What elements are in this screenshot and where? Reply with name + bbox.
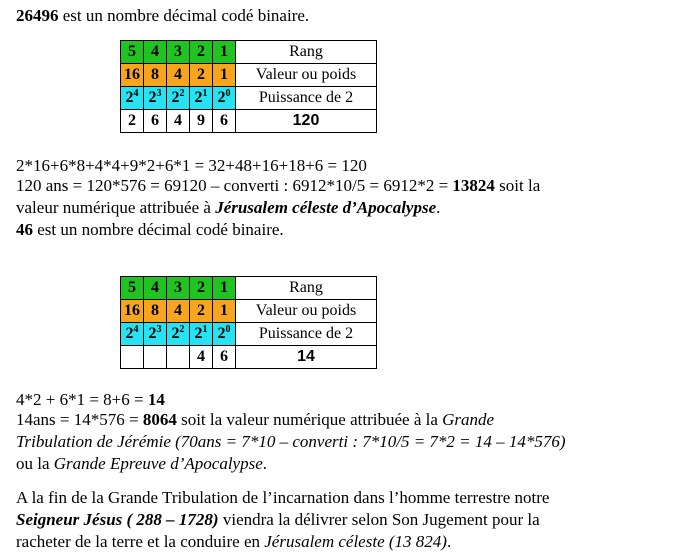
row-poids: [121, 64, 377, 87]
calc-line-4: 4*2 + 6*1 = 8+6 = 14: [16, 390, 165, 409]
rang-cell: 1: [213, 277, 236, 300]
calc-line-5: 14ans = 14*576 = 8064 soit la valeur numérique attribuée à la Grande: [16, 410, 495, 429]
calc-line-7: ou la Grande Epreuve d’Apocalypse.: [16, 454, 267, 473]
puissance-cell: $2^1$: [190, 323, 213, 346]
poids-cell: 8: [144, 64, 167, 87]
intro-line-2: 46 est un nombre décimal codé binaire.: [16, 220, 284, 239]
label-poids: Valeur ou poids: [236, 300, 377, 323]
label-rang: Rang: [236, 41, 377, 64]
digit-cell: 6: [144, 110, 167, 133]
digit-cell: 9: [190, 110, 213, 133]
digit-cell: 6: [213, 346, 236, 369]
digit-cell: [144, 346, 167, 369]
label-puissance: Puissance de 2: [236, 323, 377, 346]
calc-line-6: Tribulation de Jérémie (70ans = 7*10 – converti : 7*10/5 = 7*2 = 14 – 14*576): [16, 432, 566, 451]
poids-cell: 4: [167, 300, 190, 323]
poids-cell: 4: [167, 64, 190, 87]
rang-cell: 2: [190, 41, 213, 64]
poids-cell: 2: [190, 64, 213, 87]
puissance-cell: $2^2$: [167, 87, 190, 110]
rang-cell: 5: [121, 277, 144, 300]
total-cell: 14: [236, 346, 377, 369]
rang-cell: 5: [121, 41, 144, 64]
digit-cell: [167, 346, 190, 369]
puissance-cell: $2^0$: [213, 87, 236, 110]
digit-cell: [121, 346, 144, 369]
digit-cell: 6: [213, 110, 236, 133]
label-rang: Rang: [236, 277, 377, 300]
rang-cell: 4: [144, 277, 167, 300]
puissance-cell: $2^3$: [144, 87, 167, 110]
row-puissance: [121, 87, 377, 110]
bcd-table-1: [120, 40, 377, 133]
row-digits: [121, 110, 377, 133]
para-line-2: Seigneur Jésus ( 288 – 1728) viendra la délivrer selon Son Jugement pour la: [16, 510, 540, 529]
puissance-cell: $2^1$: [190, 87, 213, 110]
intro-text: est un nombre décimal codé binaire.: [58, 6, 310, 25]
rang-cell: 3: [167, 277, 190, 300]
label-poids: Valeur ou poids: [236, 64, 377, 87]
puissance-cell: $2^0$: [213, 323, 236, 346]
para-line-3: racheter de la terre et la conduire en Jérusalem céleste (13 824).: [16, 532, 452, 551]
poids-cell: 16: [121, 64, 144, 87]
rang-cell: 3: [167, 41, 190, 64]
poids-cell: 2: [190, 300, 213, 323]
para-line-1: A la fin de la Grande Tribulation de l’incarnation dans l’homme terrestre notre: [16, 488, 550, 507]
poids-cell: 1: [213, 64, 236, 87]
poids-cell: 16: [121, 300, 144, 323]
poids-cell: 8: [144, 300, 167, 323]
puissance-cell: $2^3$: [144, 323, 167, 346]
poids-cell: 1: [213, 300, 236, 323]
rang-cell: 2: [190, 277, 213, 300]
row-digits: [121, 346, 377, 369]
label-puissance: Puissance de 2: [236, 87, 377, 110]
calc-line-3: valeur numérique attribuée à Jérusalem céleste d’Apocalypse.: [16, 198, 441, 217]
digit-cell: 4: [190, 346, 213, 369]
row-poids: [121, 300, 377, 323]
calc-line-1: 2*16+6*8+4*4+9*2+6*1 = 32+48+16+18+6 = 120: [16, 156, 367, 175]
calc-line-2: 120 ans = 120*576 = 69120 – converti : 6912*10/5 = 6912*2 = 13824 soit la: [16, 176, 541, 195]
row-rang: [121, 277, 377, 300]
row-rang: [121, 41, 377, 64]
puissance-cell: $2^4$: [121, 323, 144, 346]
intro-line-1: [16, 6, 309, 26]
puissance-cell: $2^2$: [167, 323, 190, 346]
bcd-number: 26496: [16, 6, 59, 25]
total-cell: 120: [236, 110, 377, 133]
rang-cell: 4: [144, 41, 167, 64]
digit-cell: 2: [121, 110, 144, 133]
bcd-table-2: [120, 276, 377, 369]
puissance-cell: $2^4$: [121, 87, 144, 110]
digit-cell: 4: [167, 110, 190, 133]
rang-cell: 1: [213, 41, 236, 64]
row-puissance: [121, 323, 377, 346]
